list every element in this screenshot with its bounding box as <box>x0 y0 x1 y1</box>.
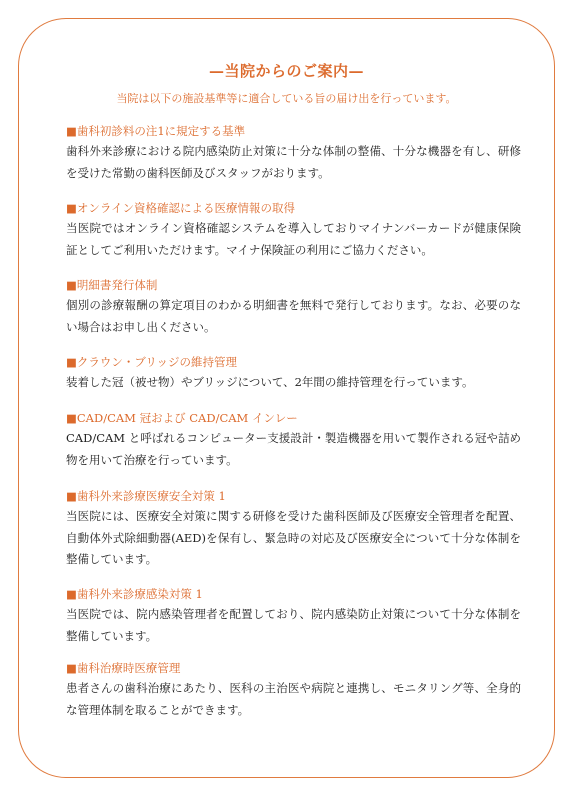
section-body: 当医院ではオンライン資格確認システムを導入しておりマイナンバーカードが健康保険証としてご利用いただけます。マイナ保険証の利用にご協力ください。 <box>66 221 521 257</box>
section-heading: ■明細書発行体制 <box>66 278 158 292</box>
section-crown-bridge <box>66 354 521 394</box>
page-subtitle: 当院は以下の施設基準等に適合している旨の届け出を行っています。 <box>116 92 457 105</box>
section-body: 患者さんの歯科治療にあたり、医科の主治医や病院と連携し、モニタリング等、全身的な管理体制を取ることができます。 <box>66 681 521 717</box>
section-heading: ■歯科治療時医療管理 <box>66 661 181 675</box>
section-body: CAD/CAM と呼ばれるコンピューター支援設計・製造機器を用いて製作される冠や詰め物を用いて治療を行っています。 <box>66 431 521 467</box>
section-body: 当医院では、院内感染管理者を配置しており、院内感染防止対策について十分な体制を整備しています。 <box>66 607 521 643</box>
section-itemized-receipt <box>66 277 521 338</box>
section-heading: ■クラウン・ブリッジの維持管理 <box>66 355 237 369</box>
section-heading: ■歯科初診料の注1に規定する基準 <box>66 124 246 138</box>
section-heading: ■オンライン資格確認による医療情報の取得 <box>66 201 296 215</box>
section-cad-cam <box>66 410 521 471</box>
section-body: 当医院には、医療安全対策に関する研修を受けた歯科医師及び医療安全管理者を配置、自動体外式除細動器(AED)を保有し、緊急時の対応及び医療安全について十分な体制を整備しています。 <box>66 509 521 566</box>
section-initial-exam-standard <box>66 123 521 184</box>
section-medical-safety <box>66 488 521 571</box>
section-heading: ■歯科外来診療感染対策 1 <box>66 587 203 601</box>
section-body: 歯科外来診療における院内感染防止対策に十分な体制の整備、十分な機器を有し、研修を受けた常勤の歯科医師及びスタッフがおります。 <box>66 144 521 180</box>
section-online-eligibility <box>66 200 521 261</box>
section-infection-control <box>66 586 521 647</box>
section-heading: ■CAD/CAM 冠および CAD/CAM インレー <box>66 411 298 425</box>
page-title: —当院からのご案内— <box>208 62 364 80</box>
section-body: 個別の診療報酬の算定項目のわかる明細書を無料で発行しております。なお、必要のない場合はお申し出ください。 <box>66 298 521 334</box>
section-treatment-management <box>66 660 521 721</box>
section-body: 装着した冠（被せ物）やブリッジについて、2年間の維持管理を行っています。 <box>66 375 474 389</box>
section-heading: ■歯科外来診療医療安全対策 1 <box>66 489 226 503</box>
